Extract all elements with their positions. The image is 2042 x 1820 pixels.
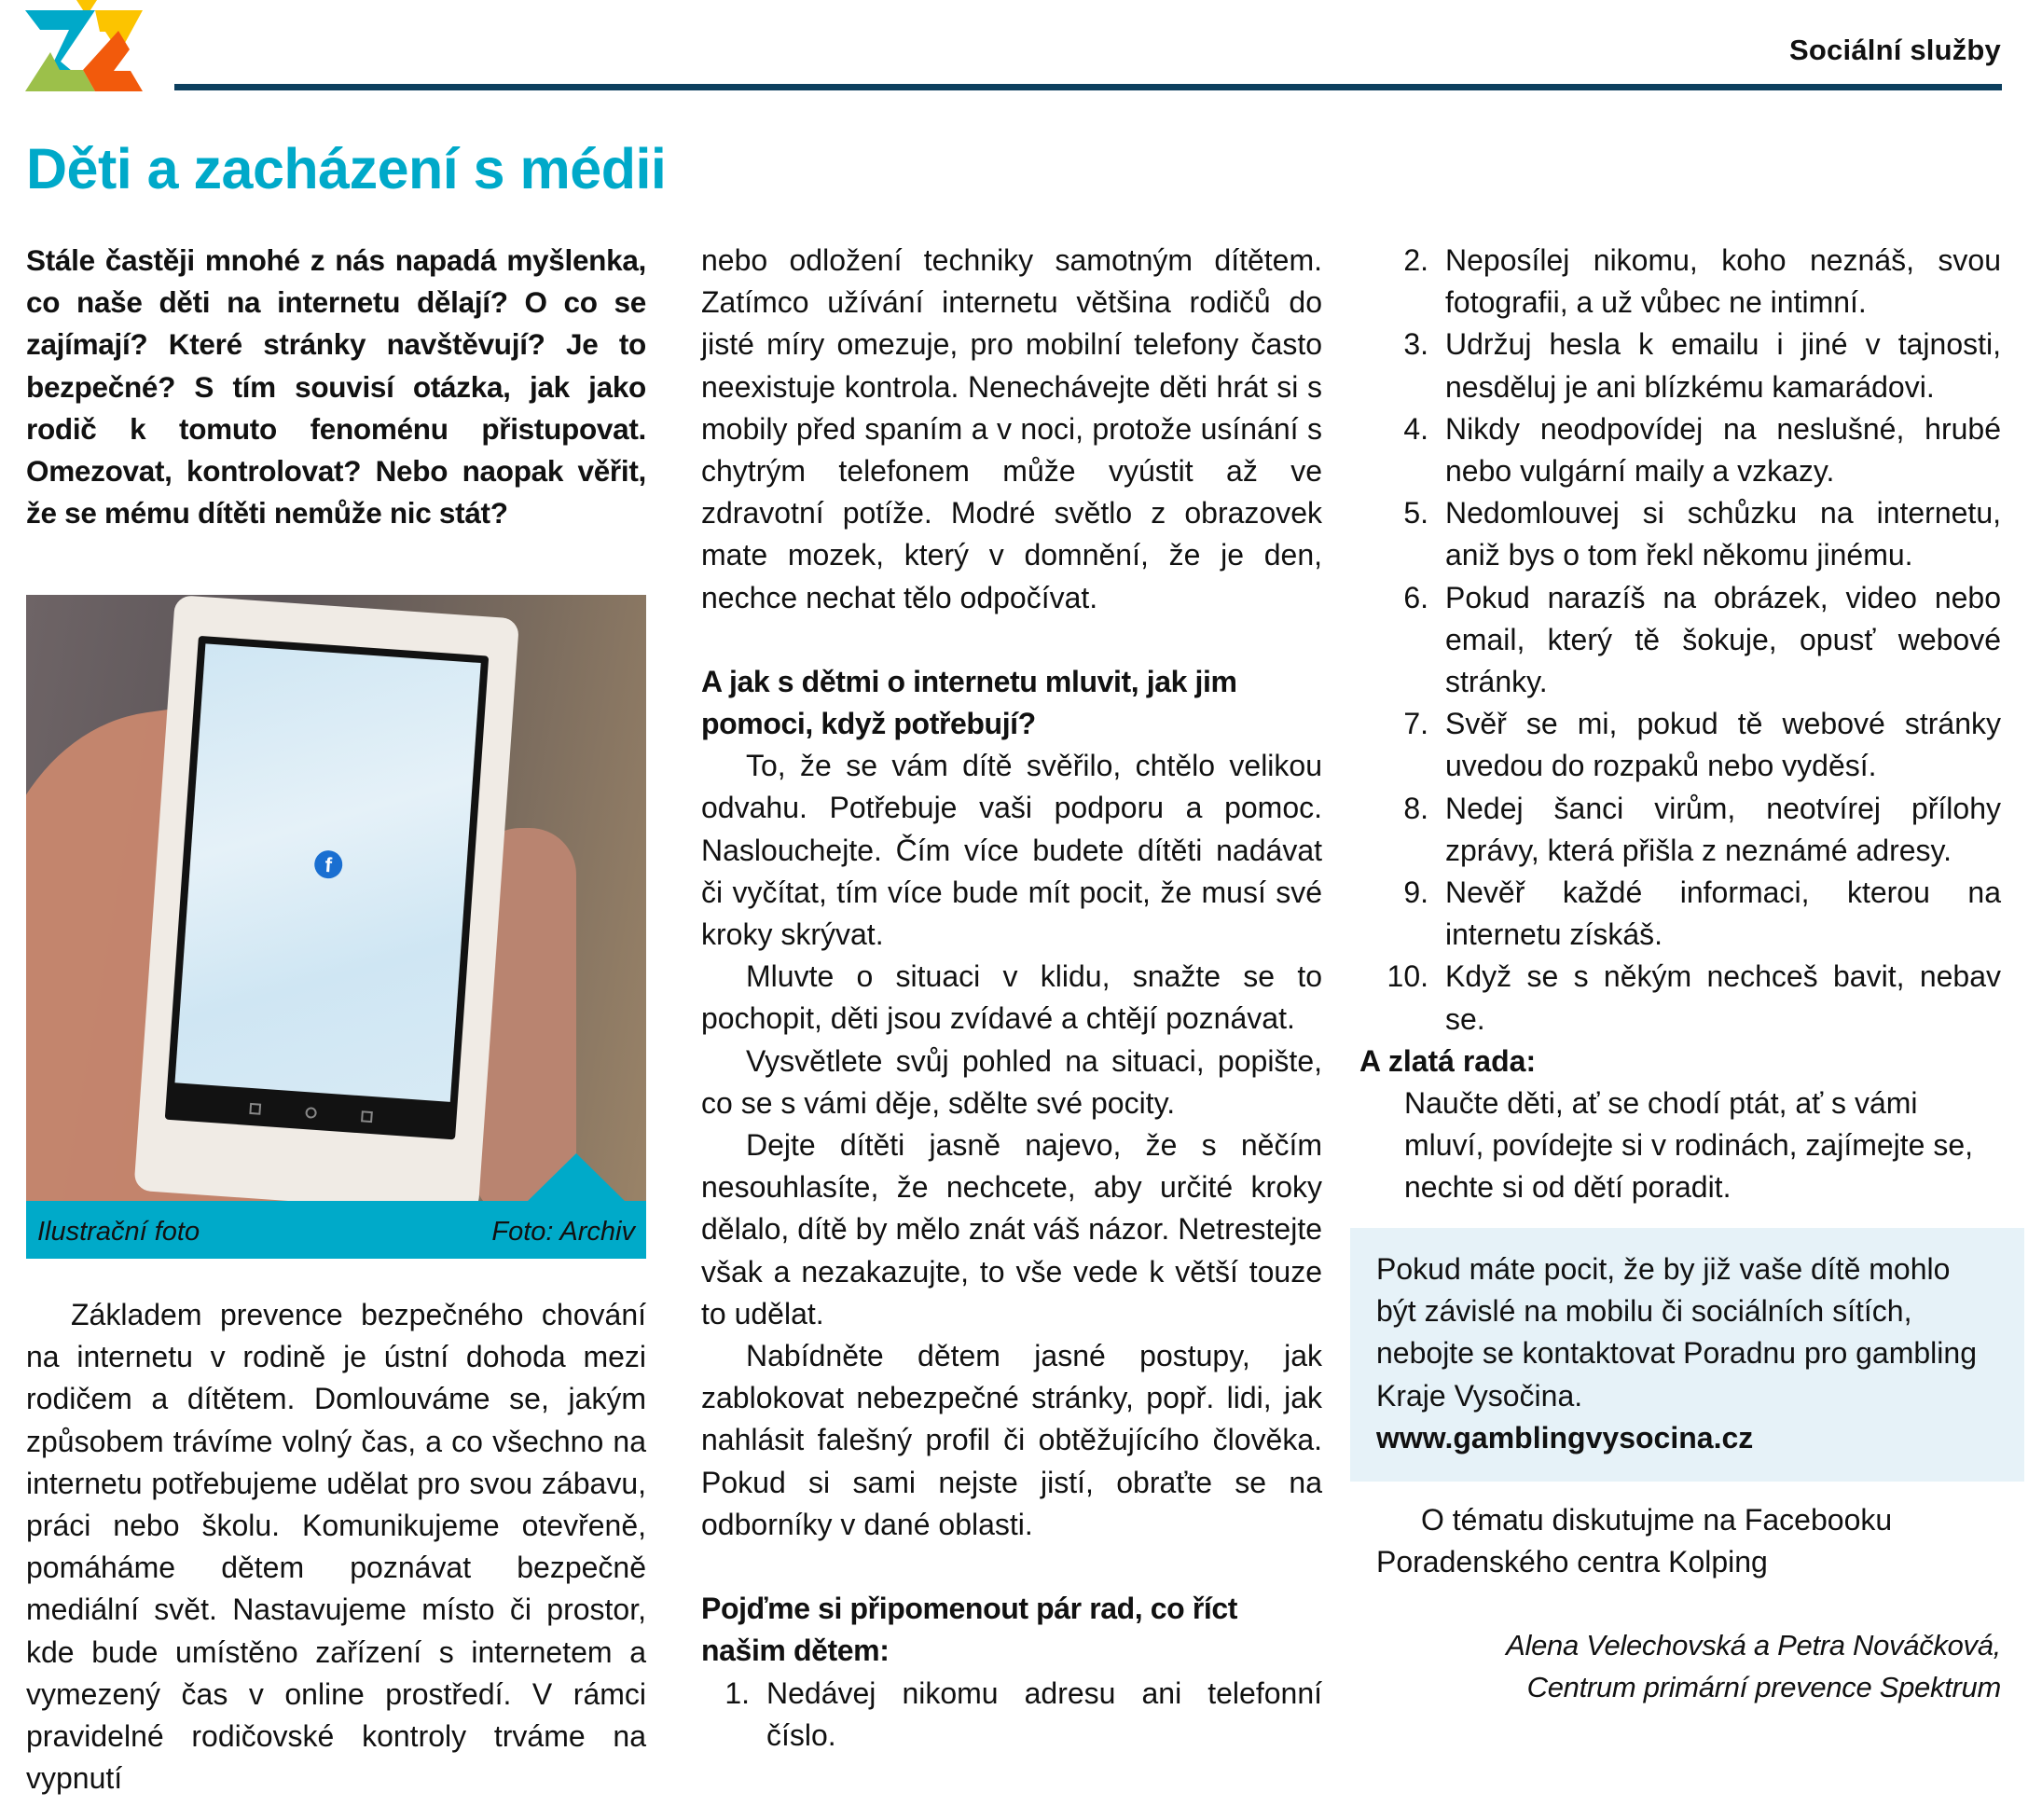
photo-credit: Foto: Archiv <box>491 1217 635 1247</box>
list-item: 7. Svěř se mi, pokud tě webové stránky uvedou do rozpaků nebo vyděsí. <box>1403 707 2001 783</box>
photo-caption-bar <box>26 1201 646 1259</box>
smartphone <box>133 595 519 1214</box>
list-item: 10. Když se s někým nechceš bavit, nebav se. <box>1387 959 2001 1036</box>
body-column-1 <box>26 1294 646 1799</box>
body-paragraph: Vysvětlete svůj pohled na situaci, popište, co se s vámi děje, sdělte své pocity. <box>701 1043 1322 1120</box>
list-item: 1. Nedávej nikomu adresu ani telefonní číslo. <box>724 1675 1322 1752</box>
authors-byline: Alena Velechovská a Petra Nováčková, Centrum primární prevence Spektrum <box>1506 1629 2001 1704</box>
header-rule <box>174 84 2002 90</box>
phone-screen <box>165 636 490 1139</box>
golden-rule-text: Naučte děti, ať se chodí ptát, ať s vámi mluví, povídejte si v rodinách, zajímejte se, nechte si od dětí poradit. <box>1404 1086 1974 1205</box>
facebook-note: O tématu diskutujme na Facebooku Poradenského centra Kolping <box>1376 1503 1893 1579</box>
body-paragraph: Mluvte o situaci v klidu, snažte se to pochopit, děti jsou zvídavé a chtějí poznávat. <box>701 959 1322 1036</box>
gambling-vysocina-link[interactable]: www.gamblingvysocina.cz <box>1376 1420 1754 1455</box>
caption-triangle <box>527 1153 626 1202</box>
body-paragraph: Základem prevence bezpečného chování na internetu v rodině je ústní dohoda mezi rodičem a dítětem. Domlouváme se, jakým způsobem trávíme volný čas, a co všechno na internetu potřebujeme udělat pro svou zábavu, práci nebo školu. Komunikujeme otevřeně, pomáháme dětem poznávat bezpečně mediální svět. Nastavujeme místo či prostor, kde bude umístěno zařízení s internetem a vymezený čas v online prostředí. V rámci pravidelné rodičovské kontroly trváme na vypnutí <box>26 1298 646 1796</box>
list-item: 3. Udržuj hesla k emailu i jiné v tajnosti, nesděluj je ani blízkému kamarádovi. <box>1403 327 2001 404</box>
section-label: Sociální služby <box>1789 34 2001 66</box>
zz-logo-icon <box>25 0 143 91</box>
lead-paragraph: Stále častěji mnohé z nás napadá myšlenka, co naše děti na internetu dělají? O co se zajímají? Které stránky navštěvují? Je to bezpečné? S tím souvisí otázka, jak jako rodič k tomuto fenoménu přistupovat. Omezovat, kontrolovat? Nebo naopak věřit, že se mému dítěti nemůže nic stát? <box>26 243 646 531</box>
golden-rule-title: A zlatá rada: <box>1359 1043 1537 1078</box>
facebook-icon: f <box>313 849 343 879</box>
list-item: 4. Nikdy neodpovídej na neslušné, hrubé nebo vulgární maily a vzkazy. <box>1403 411 2001 489</box>
illustration-photo <box>26 595 646 1259</box>
recents-icon <box>361 1110 373 1123</box>
list-item: 6. Pokud narazíš na obrázek, video nebo email, který tě šokuje, opusť webové stránky. <box>1403 580 2001 699</box>
subheading: A jak s dětmi o internetu mluvit, jak jim pomoci, když potřebují? <box>701 664 1237 741</box>
list-item: 9. Nevěř každé informaci, kterou na internetu získáš. <box>1403 876 2001 952</box>
lead-column <box>26 240 646 534</box>
home-icon <box>305 1107 317 1119</box>
body-paragraph: To, že se vám dítě svěřilo, chtělo velikou odvahu. Potřebuje vaši podporu a pomoc. Naslouchejte. Čím více budete dítěti nadávat či vyčítat, tím více bude mít pocit, že musí své kroky skrývat. <box>701 749 1322 952</box>
body-paragraph: Nabídněte dětem jasné postupy, jak zablokovat nebezpečné stránky, popř. lidi, jak nahlásit falešný profil či obtěžujícího člověka. Pokud si sami nejste jistí, obraťte se na odborníky v dané oblasti. <box>701 1339 1322 1541</box>
subheading: Pojďme si připomenout pár rad, co říct našim dětem: <box>701 1592 1238 1668</box>
body-column-3 <box>1359 240 2001 1209</box>
list-item: 2. Neposílej nikomu, koho neznáš, svou fotografii, a už vůbec ne intimní. <box>1403 243 2001 320</box>
body-column-2 <box>701 240 1322 1757</box>
photo-caption: Ilustrační foto <box>37 1217 200 1247</box>
list-item: 5. Nedomlouvej si schůzku na internetu, aniž bys o tom řekl někomu jinému. <box>1403 496 2001 572</box>
article-title: Děti a zacházení s médii <box>26 137 667 200</box>
contact-infobox <box>1350 1228 2024 1482</box>
infobox-text: Pokud máte pocit, že by již vaše dítě mohlo být závislé na mobilu či sociálních sítích, nebojte se kontaktovat Poradnu pro gambling Kraje Vysočina. <box>1376 1252 1977 1413</box>
body-paragraph: Dejte dítěti jasně najevo, že s něčím nesouhlasíte, že nechcete, aby určité kroky dělalo, dítě by mělo znát váš názor. Netrestejte však a nezakazujte, to vše vede k větší touze to udělat. <box>701 1128 1322 1331</box>
back-icon <box>249 1103 261 1115</box>
list-item: 8. Nedej šanci virům, neotvírej přílohy zprávy, která přišla z neznámé adresy. <box>1403 791 2001 867</box>
tips-list <box>701 1673 1322 1757</box>
tips-list <box>1380 240 2001 1041</box>
body-paragraph: nebo odložení techniky samotným dítětem. Zatímco užívání internetu většina rodičů do jisté míry omezuje, pro mobilní telefony často neexistuje kontrola. Nenechávejte děti hrát si s mobily před spaním a v noci, protože usínání s chytrým telefonem může vyústit až ve zdravotní potíže. Modré světlo z obrazovek mate mozek, který v domnění, že je den, nechce nechat tělo odpočívat. <box>701 243 1322 614</box>
